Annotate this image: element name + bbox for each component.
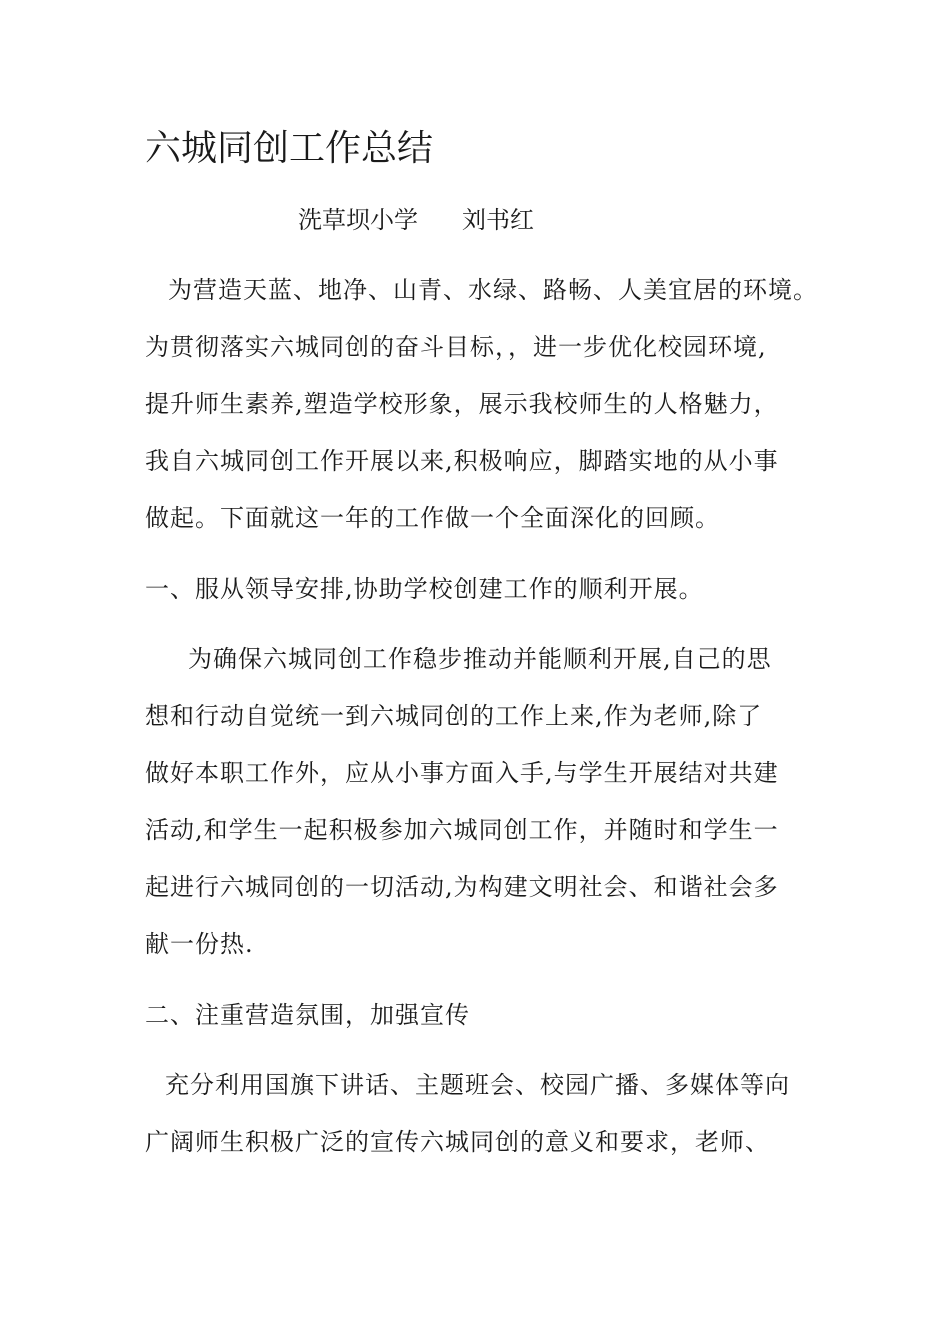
section-heading: 一、服从领导安排,协助学校创建工作的顺利开展。: [145, 575, 704, 603]
paragraph-line: 我自六城同创工作开展以来,积极响应，脚踏实地的从小事: [145, 447, 779, 475]
paragraph-line: 做起。下面就这一年的工作做一个全面深化的回顾。: [145, 504, 720, 532]
paragraph-line: 提升师生素养,塑造学校形象，展示我校师生的人格魅力，: [145, 390, 779, 418]
author-name: 刘书红: [462, 206, 534, 234]
paragraph-line: 充分利用国旗下讲话、主题班会、校园广播、多媒体等向: [165, 1071, 790, 1099]
paragraph-line: 广阔师生积极广泛的宣传六城同创的意义和要求，老师、: [145, 1128, 770, 1156]
paragraph-line: 做好本职工作外，应从小事方面入手,与学生开展结对共建: [145, 759, 779, 787]
section-heading: 二、注重营造氛围，加强宣传: [145, 1001, 470, 1029]
paragraph-line: 为贯彻落实六城同创的奋斗目标，，进一步优化校园环境,: [145, 333, 767, 361]
paragraph-line: 想和行动自觉统一到六城同创的工作上来,作为老师,除了: [145, 702, 763, 730]
school-name: 洗草坝小学: [298, 206, 418, 234]
paragraph-line: 为营造天蓝、地净、山青、水绿、路畅、人美宜居的环境。: [168, 276, 818, 304]
author-line: [298, 200, 534, 240]
paragraph-line: 献一份热.: [145, 930, 254, 958]
paragraph-line: 起进行六城同创的一切活动,为构建文明社会、和谐社会多: [145, 873, 779, 901]
paragraph-line: 活动,和学生一起积极参加六城同创工作，并随时和学生一: [145, 816, 779, 844]
paragraph-line: 为确保六城同创工作稳步推动并能顺利开展,自己的思: [188, 645, 772, 673]
document-title: 六城同创工作总结: [145, 128, 434, 169]
